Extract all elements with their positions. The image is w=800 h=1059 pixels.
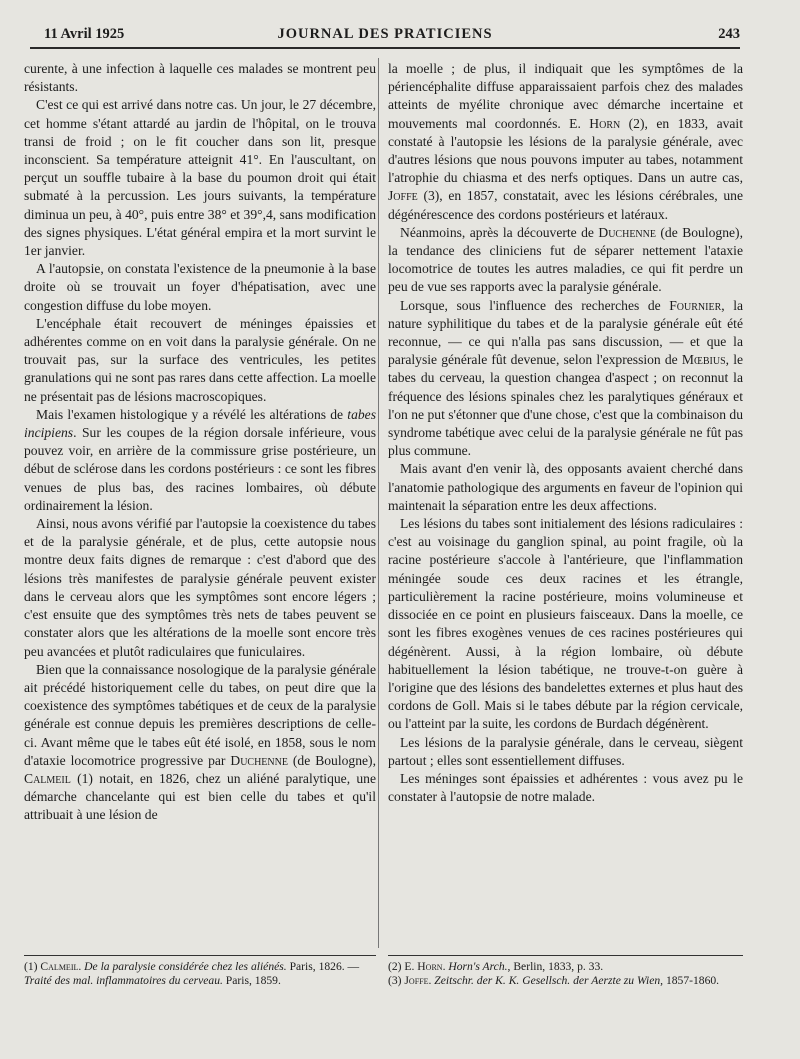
footnotes-right (388, 960, 748, 988)
paragraph: Mais avant d'en venir là, des opposants avaient cherché dans l'anatomie pathologique des arguments en faveur de l'opinion qui maintenait la séparation entre les deux affections. (388, 461, 743, 513)
paragraph: Les lésions de la paralysie générale, dans le cerveau, siègent partout ; elles sont essentiellement diffuses. (388, 734, 743, 768)
work-title: Zeitschr. der K. K. Gesellsch. der Aerzte zu Wien, (434, 974, 664, 987)
paragraph (24, 661, 376, 825)
footnote: (2) E. Horn. Horn's Arch., Berlin, 1833, p. 33. (388, 960, 604, 973)
paragraph: Les méninges sont épaissies et adhérentes : vous avez pu le constater à l'autopsie de notre malade. (388, 770, 743, 805)
footnote-rule (24, 955, 376, 956)
author-name: Duchenne (598, 224, 656, 240)
journal-title: JOURNAL DES PRATICIENS (277, 26, 493, 42)
footnote-rule (388, 955, 743, 956)
author-name: Horn (589, 115, 621, 131)
paragraph: L'encéphale était recouvert de méninges épaissies et adhérentes comme on en voit dans la paralysie générale. On ne trouvait pas, sur la surface des ventricules, les petites granulations qui ne sont pas rares dans cette affection. La moelle ne présentait pas de lésions macroscopiques. (24, 315, 376, 404)
paragraph: Les lésions du tabes sont initialement des lésions radiculaires : c'est au voisinage du ganglion spinal, au point fragile, où la racine postérieure s'accole à l'antérieure, que l'inflammation méningée soude ces deux racines et les étrangle, particulièrement la racine postérieure, moins volumineuse et dissociée en ce point en plusieurs faisceaux. Dans la moelle, ce sont les fibres exogènes venues de ces racines postérieures qui dégénèrent. Aussi, à la région lombaire, où débute habituellement la lésion tabétique, ne trouve-t-on guère à l'origine que des lésions des bandelettes externes et plus haut des cordons de Goll. Mais si le tabes débute par la région cervicale, ou l'atteint par la suite, les cordons de Burdach dégénèrent. (388, 516, 743, 732)
header-rule (30, 47, 740, 49)
author-name: Calmeil (40, 960, 79, 973)
text-run: (1) notait, en 1826, chez un aliéné paralytique, une démarche chancelante qui est bien celle du tabes et qu'il attribuait à une lésion de (24, 770, 376, 823)
text-run: Lorsque, sous l'influence des recherches de (400, 297, 670, 313)
text-run: Paris, 1826. — (286, 960, 360, 973)
text-run: Mais l'examen histologique y a révélé les altérations de (36, 406, 348, 422)
text-run: Bien que la connaissance nosologique de la paralysie générale ait précédé historiquement celle du tabes, on peut dire que la coexistence des symptômes tabétiques et de ceux de la paralysie générale est connue depuis les premières descriptions de celle-ci. Avant même que le tabes eût été isolé, en 1858, sous le nom d'ataxie locomotrice progressive par (24, 661, 376, 768)
page-number: 243 (718, 26, 740, 42)
footnote-number: (1) (24, 960, 41, 973)
text-run: (3), en 1857, constatait, avec les lésions cérébrales, une dégénérescence des cordons postérieurs et latéraux. (388, 188, 743, 222)
text-run: . Sur les coupes de la région dorsale inférieure, vous pouvez voir, en arrière de la commissure grise postérieure, un début de sclérose dans les cordons postérieurs : ce sont les fibres venues de plus bas, des racines lombaires, où débute ordinairement la lésion. (24, 425, 376, 513)
text-run: (2), en 1833, avait constaté à l'autopsie les lésions de la paralysie générale, avec d'autres lésions que nous pouvons imputer au tabes, notamment l'atrophie du chiasma et des nerfs optiques. Dans un autre cas, (388, 115, 743, 186)
work-title: Traité des mal. inflammatoires du cerveau. (24, 974, 223, 987)
issue-date: 11 Avril 1925 (44, 26, 125, 42)
paragraph: C'est ce qui est arrivé dans notre cas. Un jour, le 27 décembre, cet homme s'étant attardé au jardin de l'hôpital, on le trouva transi de froid ; on le fit coucher dans son lit, presque inconscient. Sa température atteignit 41°. En l'auscultant, on perçut un souffle tubaire à la base du poumon droit qui était submaté à la percussion. Les jours suivants, la température diminua un peu, à 40°, puis entre 38° et 39°,4, sans modification des signes physiques. L'état général empira et la mort survint le 1er janvier. (24, 97, 376, 259)
work-title: Horn's Arch. (448, 960, 508, 973)
footnote: (3) Joffe. Zeitschr. der K. K. Gesellsch. der Aerzte zu Wien, 1857-1860. (388, 974, 720, 987)
paragraph (24, 406, 376, 515)
running-header (30, 26, 740, 46)
text-run: (de Boulogne), (287, 752, 376, 768)
author-name: Duchenne (230, 752, 288, 768)
text-run: , la nature syphilitique du tabes et de la paralysie générale eût été reconnue, — ce qui n'alla pas sans discussion, — et que la paralysie générale fût devenue, selon l'expression de (388, 297, 744, 368)
paragraph (388, 297, 743, 461)
italic-term: tabes incipiens (24, 406, 376, 441)
paragraph (388, 60, 743, 224)
text-run: Paris, 1859. (222, 974, 281, 987)
footnote-number: (2) E. (388, 960, 418, 973)
text-run: (de Boulogne), la tendance des cliniciens fut de séparer nettement l'ataxie locomotrice de toutes les autres maladies, ce qui fit perdre un peu de vue ses rapports avec la paralysie générale. (388, 224, 743, 295)
author-name: Joffe (404, 974, 429, 987)
footnote: (1) Calmeil. De la paralysie considérée chez les aliénés. Paris, 1826. — Traité des mal. inflammatoires du cerveau. Paris, 1859. (24, 960, 360, 987)
author-name: Horn (417, 960, 443, 973)
author-name: Mœbius (681, 352, 726, 368)
paragraph: A l'autopsie, on constata l'existence de la pneumonie à la base droite où se trouvait un foyer d'hépatisation, avec une congestion diffuse du lobe moyen. (24, 261, 376, 313)
paragraph: Ainsi, nous avons vérifié par l'autopsie la coexistence du tabes et de la paralysie générale, et de plus, cette autopsie nous montre deux faits dignes de remarque : c'est d'abord que des lésions très manifestes de paralysie générale peuvent exister dans le cerveau alors que les symptômes sont encore légers ; c'est ensuite que des symptômes très nets de tabes peuvent se constater alors que les altérations de la moelle sont encore très peu avancées et plutôt radiculaires que funiculaires. (24, 516, 376, 659)
paragraph (388, 224, 743, 297)
right-column (388, 60, 743, 806)
author-name: Joffe (388, 188, 418, 204)
text-run: , le tabes du cerveau, la question changea d'aspect ; on reconnut la fréquence des lésions spinales chez les paralytiques généraux et l'on ne put s'étonner que d'une chose, c'est que la combinaison du syndrome tabétique avec celui de la paralysie générale ne fût pas plus commune. (388, 352, 744, 459)
column-divider (378, 58, 379, 948)
text-run: , Berlin, 1833, p. 33. (507, 960, 604, 973)
author-name: Fournier (669, 297, 722, 313)
author-name: Calmeil (24, 770, 71, 786)
paragraph: curente, à une infection à laquelle ces malades se montrent peu résistants. (24, 61, 376, 95)
left-column (24, 60, 376, 825)
work-title: De la paralysie considérée chez les aliénés. (84, 960, 287, 973)
footnotes-left (24, 960, 376, 988)
footnote-number: (3) (388, 974, 405, 987)
text-run: la moelle ; de plus, il indiquait que les symptômes de la périencéphalite diffuse apparaissaient parfois chez des malades atteints de myélite chronique avec démarche incertaine et mouvements mal coordonnés. E. (388, 61, 743, 131)
text-run: 1857-1860. (663, 974, 720, 987)
text-run: Néanmoins, après la découverte de (400, 224, 599, 240)
